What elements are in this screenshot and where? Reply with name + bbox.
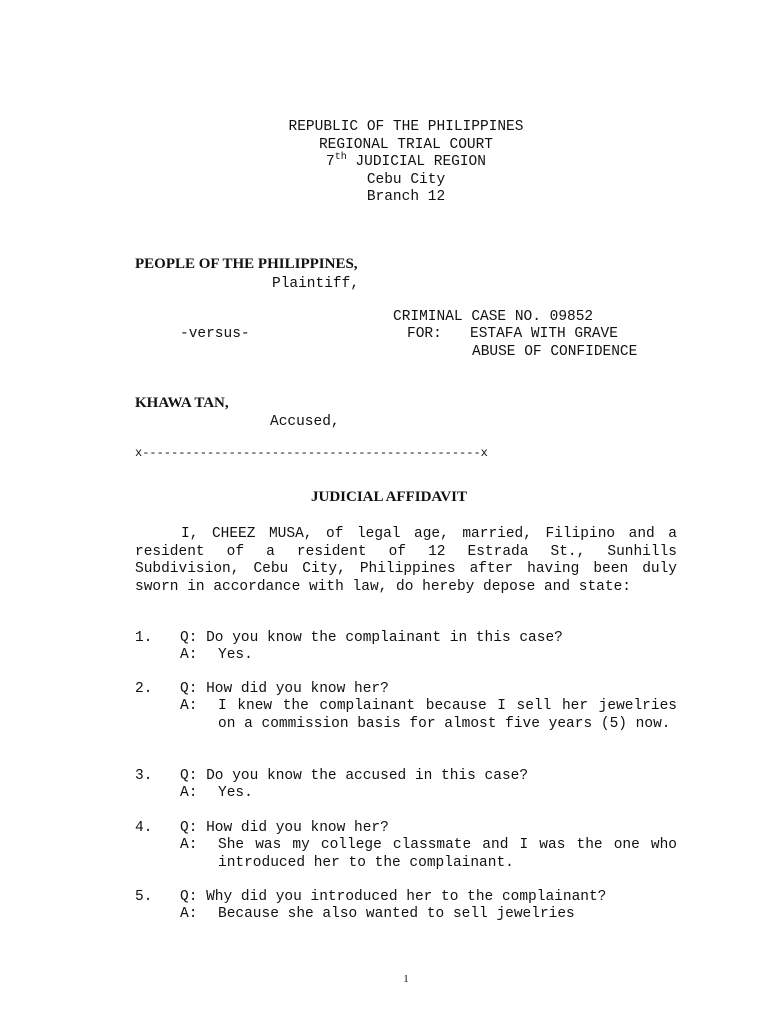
question-label: Q: bbox=[180, 630, 198, 646]
question bbox=[180, 820, 389, 838]
intro-paragraph: I, CHEEZ MUSA, of legal age, married, Filipino and a resident of a resident of 12 Estrada St., Sunhills Subdivision, Cebu City, Philippines after having been duly sworn in accordance with law, do hereby depose and state: bbox=[135, 526, 677, 595]
question-text: How did you know her? bbox=[206, 820, 389, 836]
answer-label: A: bbox=[180, 906, 198, 922]
answer-text: Yes. bbox=[218, 785, 253, 801]
caption-divider: x-----------------------------------------------x bbox=[135, 446, 488, 460]
document-title: JUDICIAL AFFIDAVIT bbox=[311, 489, 468, 505]
region-text: JUDICIAL REGION bbox=[346, 154, 486, 170]
question bbox=[180, 681, 389, 699]
question bbox=[180, 889, 606, 907]
versus: -versus- bbox=[180, 326, 250, 342]
answer bbox=[180, 698, 677, 733]
answer-text: She was my college classmate and I was the one who introduced her to the complainant. bbox=[218, 837, 677, 871]
answer-text: Because she also wanted to sell jewelries bbox=[218, 906, 575, 922]
region-suffix: th bbox=[334, 152, 347, 163]
republic-line: REPUBLIC OF THE PHILIPPINES bbox=[288, 119, 524, 135]
charge-line-2: ABUSE OF CONFIDENCE bbox=[472, 344, 638, 360]
answer-label: A: bbox=[180, 837, 198, 853]
question-text: Do you know the accused in this case? bbox=[206, 768, 529, 784]
question-label: Q: bbox=[180, 889, 198, 905]
accused-name-line: KHAWA TAN, bbox=[135, 395, 229, 411]
accused-name: KHAWA TAN bbox=[135, 395, 225, 411]
case-number: CRIMINAL CASE NO. 09852 bbox=[393, 309, 594, 325]
region-line bbox=[0, 154, 768, 172]
question bbox=[180, 630, 563, 648]
branch-line: Branch 12 bbox=[366, 189, 446, 205]
answer-text: I knew the complainant because I sell her jewelries on a commission basis for almost five years (5) now. bbox=[218, 698, 677, 732]
for-label: FOR: bbox=[407, 326, 442, 342]
court-header bbox=[0, 119, 768, 207]
city-line: Cebu City bbox=[366, 171, 446, 188]
answer bbox=[180, 837, 677, 872]
question-text: Do you know the complainant in this case? bbox=[206, 630, 563, 646]
court-name-line: REGIONAL TRIAL COURT bbox=[318, 136, 494, 153]
question-text: How did you know her? bbox=[206, 681, 389, 697]
plaintiff-name: PEOPLE OF THE PHILIPPINES bbox=[135, 256, 354, 272]
qa-number: 4. bbox=[135, 820, 153, 836]
answer bbox=[180, 647, 677, 665]
qa-number: 2. bbox=[135, 681, 153, 697]
region-number: 7 bbox=[326, 154, 335, 170]
answer-text: Yes. bbox=[218, 647, 253, 663]
qa-number: 3. bbox=[135, 768, 153, 784]
question-label: Q: bbox=[180, 681, 198, 697]
qa-number: 5. bbox=[135, 889, 153, 905]
accused-role: Accused, bbox=[270, 414, 340, 430]
question-label: Q: bbox=[180, 768, 198, 784]
page-number: 1 bbox=[403, 973, 409, 985]
plaintiff-name-line: PEOPLE OF THE PHILIPPINES, bbox=[135, 256, 358, 272]
charge-line-1: ESTAFA WITH GRAVE bbox=[470, 326, 618, 342]
qa-number: 1. bbox=[135, 630, 153, 646]
answer-label: A: bbox=[180, 785, 198, 801]
question bbox=[180, 768, 528, 786]
answer-label: A: bbox=[180, 698, 198, 714]
question-text: Why did you introduced her to the complainant? bbox=[206, 889, 607, 905]
plaintiff-role: Plaintiff, bbox=[272, 276, 360, 292]
answer bbox=[180, 906, 677, 924]
answer-label: A: bbox=[180, 647, 198, 663]
question-label: Q: bbox=[180, 820, 198, 836]
answer bbox=[180, 785, 677, 803]
